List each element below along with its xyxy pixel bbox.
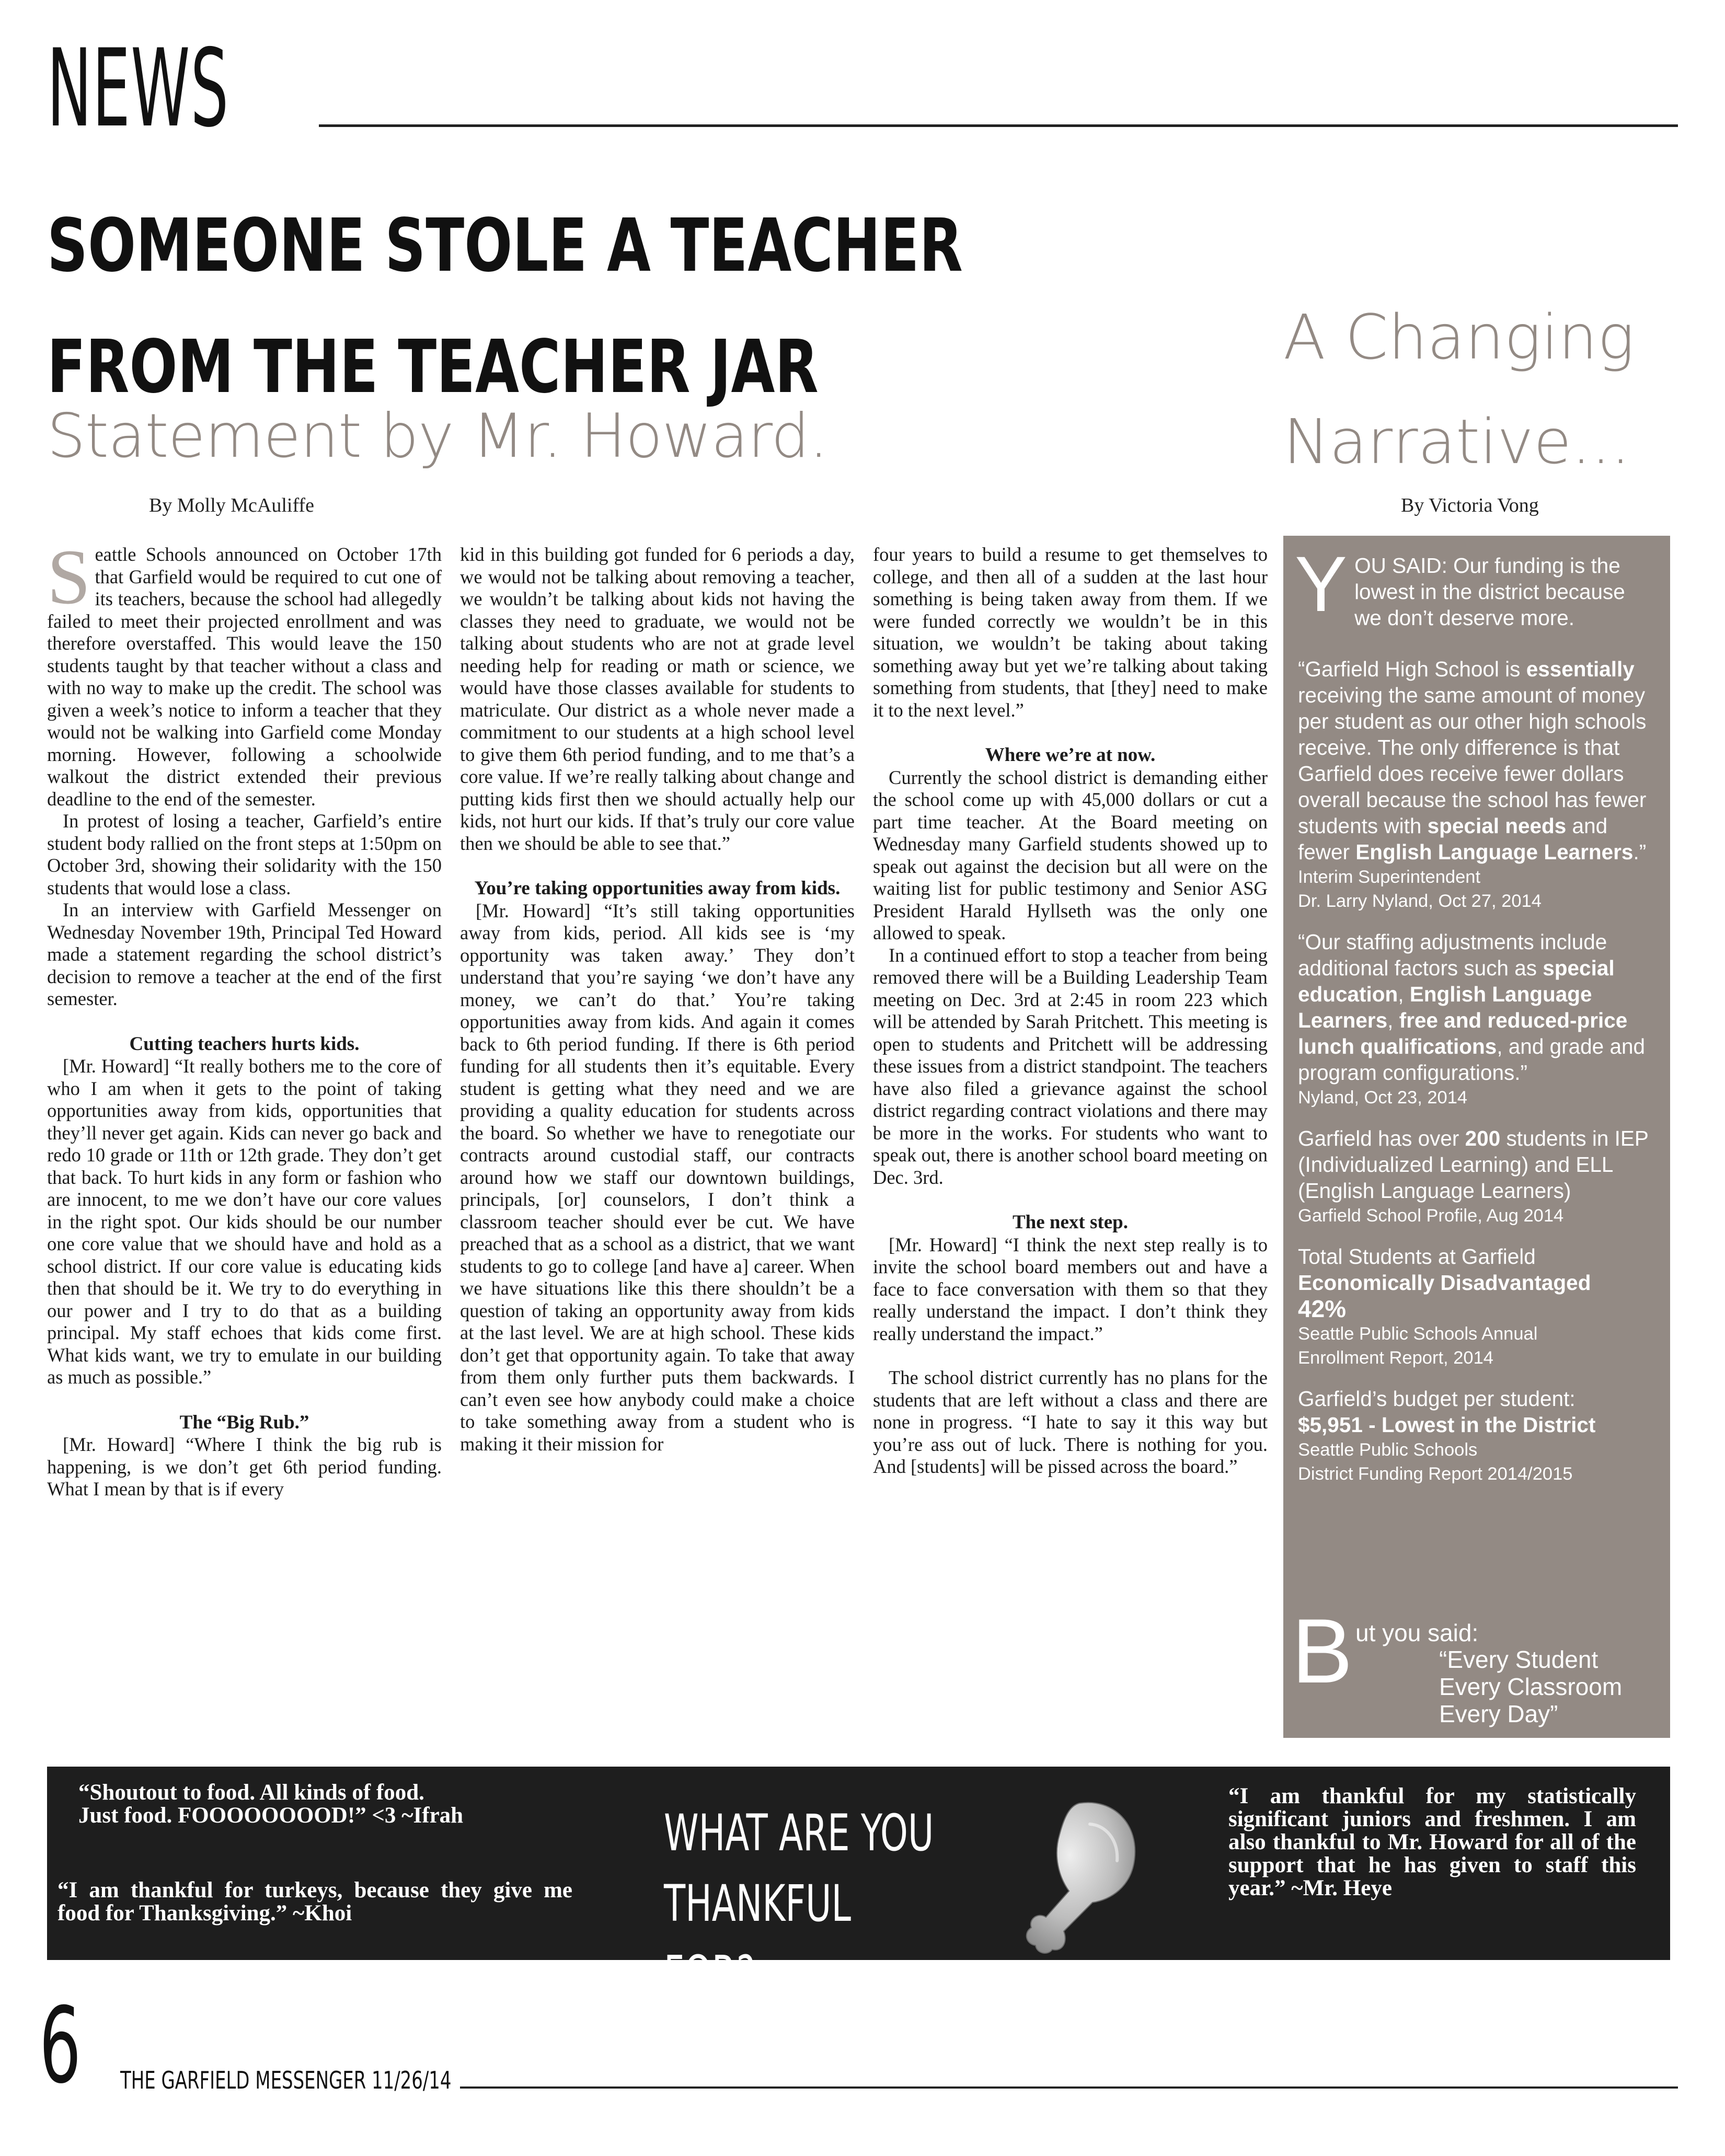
article-subheading: You’re taking opportunities away from kids. [474, 878, 841, 899]
quote-line: Just food. FOOOOOOOOD!” <3 ~Ifrah [78, 1803, 464, 1828]
quote-emphasis: special education [1298, 956, 1615, 1006]
article-column-2 [460, 544, 855, 1740]
sidebar-fact-1 [1298, 1125, 1655, 1204]
quote-text: , [1398, 982, 1410, 1006]
quote-emphasis: English Language Learners [1355, 840, 1634, 864]
fact-source: Enrollment Report, 2014 [1298, 1348, 1493, 1368]
quote-emphasis: special needs [1427, 814, 1567, 838]
article-paragraph: In a continued effort to stop a teacher from being removed there will be a Building Leadership Team meeting on Dec. 3rd at 2:45 in room 223 which will be attended by Sarah Pritchett. This meeting is open to students and Pritchett will be addressing these issues from a district standpoint. The teachers have also filed a grievance against the school district regarding contract violations and there may be more in the works. For students who want to speak out, there is another school board meeting on Dec. 3rd. [873, 944, 1268, 1188]
sidebar-gap [1298, 1110, 1655, 1125]
fact-source: Seattle Public Schools [1298, 1440, 1478, 1460]
sidebar-title-line-1: A Changing [1283, 301, 1635, 373]
quote-text: , [1387, 1008, 1399, 1032]
sidebar-dropcap: Y [1295, 540, 1348, 628]
banner-quote-khoi: “I am thankful for turkeys, because they give me food for Thanksgiving.” ~Khoi [58, 1878, 572, 1926]
quote-text: “Garfield High School is [1298, 657, 1526, 681]
turkey-leg-icon [1001, 1793, 1147, 1960]
quote-text: , and grade and program configurations.” [1298, 1034, 1646, 1085]
article-paragraph: Currently the school district is demanding either the school come up with 45,000 dollars or cut a part time teacher. At the Board meeting on Wednesday many Garfield students showed up to speak out against the decision but all were on the waiting list for public testimony and Senior ASG President Harald Hyllseth was the only one allowed to speak. [873, 766, 1268, 943]
sidebar-byline: By Victoria Vong [1401, 494, 1539, 516]
sidebar-box [1283, 536, 1670, 1738]
district-motto [1439, 1646, 1622, 1727]
article-column-1 [47, 544, 442, 1740]
article-column-3 [873, 544, 1268, 1740]
article-subheading: The next step. [1013, 1212, 1128, 1233]
article-paragraph: In an interview with Garfield Messenger on Wednesday November 19th, Principal Ted Howard made a statement regarding the school district’s decision to remove a teacher at the end of the first semester. [47, 899, 442, 1009]
sidebar-fact-2-emphasis: Economically Disadvantaged [1298, 1271, 1591, 1295]
fact-source: District Funding Report 2014/2015 [1298, 1464, 1573, 1484]
article-paragraph: [Mr. Howard] “Where I think the big rub is happening, is we don’t get 6th period funding. What I mean by that is if every [47, 1434, 442, 1500]
article-byline: By Molly McAuliffe [149, 494, 314, 516]
article-subheading: Where we’re at now. [985, 744, 1156, 766]
but-you-said [1292, 1600, 1659, 1727]
sidebar-fact-3-label: Garfield’s budget per student: [1298, 1387, 1576, 1411]
sidebar-title [1283, 285, 1701, 494]
motto-line: “Every Student [1439, 1646, 1598, 1673]
motto-line: Every Day” [1439, 1700, 1558, 1727]
headline-line-1: SOMEONE STOLE A TEACHER [47, 203, 963, 289]
sidebar-intro-text: OU SAID: Our funding is the lowest in the district because we don’t deserve more. [1354, 554, 1625, 630]
article-subheading: The “Big Rub.” [179, 1411, 309, 1433]
article-paragraph: [Mr. Howard] “It really bothers me to the core of who I am when it gets to the point of taking opportunities away from kids, opportunities that they’ll never get again. Kids can never go back and redo 10 grade or 11th or 12th grade. They don’t get that back. To hurt kids in any form or fashion who are innocent, to me we don’t have our core values in the right spot. Our kids should be our number one core value that we should have and hold as a school district. If our core value is educating kids then that should be it. We try to do everything in our power and I try to do that as a building principal. My staff echoes that kids come first. What kids want, we try to emulate in our building as much as possible.” [47, 1055, 442, 1388]
banner-quote-ifrah [78, 1781, 664, 1827]
banner-title-line-1: WHAT ARE YOU [664, 1804, 934, 1862]
article-paragraph: four years to build a resume to get themselves to college, and then all of a sudden at the last hour something is being taken away from them. If we were funded correctly we wouldn’t be in this situation, we wouldn’t be taking about taking something away but yet we’re talking about taking something from students, that [they] need to make it to the next level.” [873, 544, 1268, 721]
quote-emphasis: free and reduced-price lunch qualifications [1298, 1008, 1628, 1058]
fact-source: Garfield School Profile, Aug 2014 [1298, 1206, 1564, 1226]
sidebar-gap [1298, 1370, 1655, 1386]
quote-emphasis: English Language Learners [1298, 982, 1592, 1032]
section-title: NEWS [47, 27, 229, 151]
sidebar-quote-2 [1298, 929, 1655, 1086]
article-paragraph: [Mr. Howard] “I think the next step really is to invite the school board members out and have a face to face conversation with them so that they really understand the impact. I don’t think they really understand the impact.” [873, 1233, 1268, 1344]
article-paragraph: eattle Schools announced on October 17th that Garfield would be required to cut one of its teachers, because the school had allegedly failed to meet their projected enrollment and was therefore overstaffed. This would leave the 150 students taught by that teacher without a class and with no way to make up the credit. The school was given a week’s notice to inform a teacher that they would not be walking into Garfield come Monday morning. However, following a schoolwide walkout the district extended their previous deadline to the end of the semester. [47, 544, 442, 810]
paragraph-spacer [873, 1345, 1268, 1367]
sidebar-gap [1298, 1228, 1655, 1243]
quote-source: Interim Superintendent [1298, 867, 1481, 887]
sidebar-intro [1295, 540, 1655, 631]
sidebar-title-line-2: Narrative... [1283, 406, 1630, 478]
sidebar-fact-2-value: 42% [1298, 1295, 1347, 1322]
article-paragraph: [Mr. Howard] “It’s still taking opportunities away from kids, period. All kids see is ‘my opportunity was taken away.’ They don’t understand that you’re saying ‘we don’t have any money, we can’t do that.’ You’re taking opportunities away from kids. And again it comes back to 6th period funding. If there is 6th period funding for all students then it’s equitable. Every student is getting what they need and we are providing a quality education for students across the board. So whether we have to renegotiate our contracts around custodial staff, our contracts around how we staff our downtown buildings, principals, [or] counselors, I don’t think a classroom teacher should ever be cut. We have preached that as a school as a district, that we want students to go to college [and have a] career. When we have situations like this there shouldn’t be a question of taking an opportunity away from kids at the last level. We are at high school. These kids don’t get that opportunity again. To take that away from them only further puts them backwards. I can’t even see how anybody could make a choice to take something away from a student who is making it their mission for [460, 900, 855, 1455]
page-number: 6 [39, 1985, 82, 2107]
quote-emphasis: essentially [1526, 657, 1635, 681]
quote-line: “Shoutout to food. All kinds of food. [78, 1780, 424, 1805]
fact-text: students in IEP (Individualized Learning) and ELL (English Language Learners) [1298, 1126, 1649, 1203]
motto-line: Every Classroom [1439, 1673, 1623, 1700]
quote-text: receiving the same amount of money per student as our other high schools receive. The only difference is that Garfield does receive fewer dollars overall because the school has fewer students with [1298, 683, 1647, 838]
article-paragraph: In protest of losing a teacher, Garfield’s entire student body rallied on the front steps at 1:50pm on October 3rd, showing their solidarity with the 150 students that would lose a class. [47, 810, 442, 898]
banner-quote-heye: “I am thankful for my statistically significant juniors and freshmen. I am also thankful to Mr. Howard for all of the support that he has given to staff this year.” ~Mr. Heye [1228, 1784, 1636, 1900]
quote-text: “Our staffing adjustments include additional factors such as [1298, 930, 1607, 980]
footer-rule [460, 2086, 1678, 2089]
article-subheading: Cutting teachers hurts kids. [129, 1033, 360, 1055]
subheadline: Statement by Mr. Howard. [47, 401, 828, 471]
thankful-banner [47, 1767, 1670, 2003]
quote-text: .” [1633, 840, 1647, 864]
headline [47, 186, 1103, 428]
quote-source: Nyland, Oct 23, 2014 [1298, 1088, 1468, 1108]
article-dropcap: S [47, 544, 91, 620]
banner-title [664, 1798, 949, 2010]
banner-title-line-2: THANKFUL FOR? [664, 1874, 852, 2003]
article-paragraph: The school district currently has no plans for the students that are left without a class and there are none in progress. “I hate to say it this way but you’re ass out of luck. There is nothing for you. And [students] will be pissed across the board.” [873, 1367, 1268, 1477]
publication-footer: THE GARFIELD MESSENGER 11/26/14 [120, 2066, 452, 2094]
quote-text: and fewer [1298, 814, 1608, 864]
sidebar-fact-3-value: $5,951 - Lowest in the District [1298, 1413, 1596, 1437]
fact-source: Seattle Public Schools Annual [1298, 1324, 1538, 1344]
header-rule [319, 124, 1678, 127]
but-dropcap: B [1292, 1600, 1353, 1702]
fact-text: Garfield has over [1298, 1126, 1465, 1150]
sidebar-fact-2-label: Total Students at Garfield [1298, 1244, 1536, 1269]
quote-source: Dr. Larry Nyland, Oct 27, 2014 [1298, 891, 1542, 911]
article-paragraph: kid in this building got funded for 6 periods a day, we would not be talking about removing a teacher, we wouldn’t be talking about kids not having the classes they need to graduate, we would not be talking about students who are not at grade level needing help for reading or math or science, we would have those classes available for students to matriculate. Our district as a whole never made a commitment to our students at a high school level to give them 6th period funding, and to me that’s a core value. If we’re really talking about change and putting kids first then we should actually help our kids, not hurt our kids. If that’s truly our core value then we should be able to see that.” [460, 544, 855, 854]
sidebar-gap [1298, 631, 1655, 656]
headline-line-2: FROM THE TEACHER JAR [47, 325, 819, 410]
but-you-said-text: ut you said: [1355, 1619, 1479, 1646]
fact-emphasis: 200 [1465, 1126, 1501, 1150]
sidebar-gap [1298, 913, 1655, 929]
sidebar-quote-1 [1298, 656, 1655, 865]
